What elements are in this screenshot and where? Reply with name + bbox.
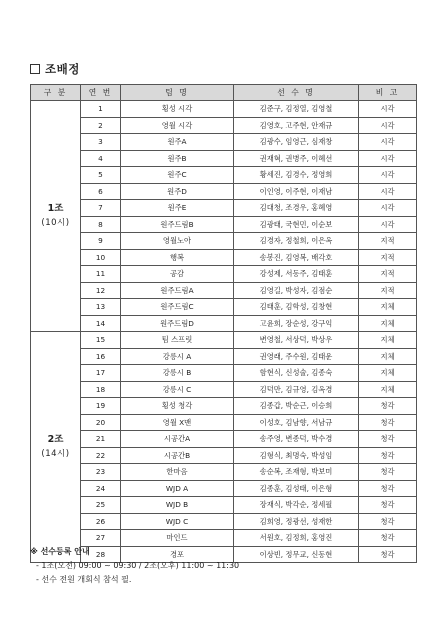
number-cell: 13 [81,299,121,316]
table-row [31,101,417,118]
number-cell: 14 [81,315,121,332]
note-cell: 지체 [359,365,417,382]
note-cell: 청각 [359,546,417,563]
registration-notes [30,545,239,587]
players-cell: 김준구, 김정열, 김영철 [234,101,359,118]
players-cell: 김종갑, 박순근, 이승희 [234,398,359,415]
team-cell: WJD C [121,513,234,530]
group-label: 2조 [47,434,64,445]
group-time: (14시) [41,449,70,459]
team-cell: 공감 [121,266,234,283]
header-note: 비 고 [359,85,417,101]
team-cell: 원주드림B [121,216,234,233]
group-cell [31,101,81,332]
header-number: 연 번 [81,85,121,101]
players-cell: 김경자, 정철희, 이은옥 [234,233,359,250]
number-cell: 16 [81,348,121,365]
players-cell: 함현식, 신성술, 김종숙 [234,365,359,382]
team-cell: 영월 시각 [121,117,234,134]
players-cell: 김태훈, 김학성, 김창현 [234,299,359,316]
note-cell: 지적 [359,266,417,283]
table-row [31,167,417,184]
notes-line: - 1조(오전) 09:00 ~ 09:30 / 2조(오후) 11:00 ~ 11:30 [36,561,240,570]
note-cell: 지적 [359,249,417,266]
team-cell: 시공간B [121,447,234,464]
table-row [31,315,417,332]
players-cell: 황세진, 김경수, 정영희 [234,167,359,184]
number-cell: 18 [81,381,121,398]
players-cell: 김영길, 박성자, 김점순 [234,282,359,299]
team-cell: 마인드 [121,530,234,547]
number-cell: 10 [81,249,121,266]
table-row [31,266,417,283]
number-cell: 1 [81,101,121,118]
checkbox-square-icon [30,64,40,74]
note-cell: 시각 [359,101,417,118]
note-cell: 시각 [359,200,417,217]
header-team: 팀 명 [121,85,234,101]
table-row [31,233,417,250]
table-row [31,299,417,316]
number-cell: 19 [81,398,121,415]
players-cell: 고윤희, 장순성, 강구익 [234,315,359,332]
header-players: 선 수 명 [234,85,359,101]
note-cell: 청각 [359,414,417,431]
players-cell: 송순복, 조재형, 박보미 [234,464,359,481]
notes-heading: ※ 선수등록 안내 [30,547,90,556]
table-row [31,381,417,398]
note-cell: 지체 [359,332,417,349]
players-cell: 김덕만, 김규영, 김옥경 [234,381,359,398]
players-cell: 송주영, 변종덕, 박수경 [234,431,359,448]
note-cell: 지체 [359,381,417,398]
group-time: (10시) [41,218,70,228]
note-cell: 시각 [359,167,417,184]
note-cell: 청각 [359,398,417,415]
table-row [31,464,417,481]
note-cell: 지적 [359,233,417,250]
table-row [31,447,417,464]
players-cell: 김영호, 고주현, 안재규 [234,117,359,134]
note-cell: 시각 [359,117,417,134]
team-cell: WJD A [121,480,234,497]
number-cell: 21 [81,431,121,448]
group-cell [31,332,81,563]
team-cell: 원주드림A [121,282,234,299]
players-cell: 김대청, 조경우, 홍혜영 [234,200,359,217]
table-row [31,117,417,134]
table-row [31,414,417,431]
team-cell: 팀 스프릿 [121,332,234,349]
team-cell: 원주E [121,200,234,217]
team-cell: 횡성 시각 [121,101,234,118]
header-division: 구 분 [31,85,81,101]
players-cell: 권재혁, 권병주, 이혜선 [234,150,359,167]
team-cell: 원주B [121,150,234,167]
table-row [31,513,417,530]
number-cell: 28 [81,546,121,563]
team-cell: WJD B [121,497,234,514]
table-row [31,431,417,448]
title-text: 조배정 [45,62,80,76]
note-cell: 시각 [359,134,417,151]
number-cell: 2 [81,117,121,134]
number-cell: 27 [81,530,121,547]
note-cell: 지체 [359,315,417,332]
note-cell: 시각 [359,183,417,200]
table-row [31,530,417,547]
team-cell: 횡성 청각 [121,398,234,415]
players-cell: 김광수, 임영근, 심재창 [234,134,359,151]
group-assignment-table [30,84,417,563]
number-cell: 7 [81,200,121,217]
players-cell: 송봉진, 김영복, 배각호 [234,249,359,266]
players-cell: 장재식, 박각순, 정세필 [234,497,359,514]
table-row [31,216,417,233]
table-row [31,348,417,365]
table-row [31,497,417,514]
team-cell: 원주A [121,134,234,151]
table-row [31,332,417,349]
team-cell: 강릉시 B [121,365,234,382]
team-cell: 원주드림D [121,315,234,332]
group-label: 1조 [47,203,64,214]
number-cell: 26 [81,513,121,530]
table-row [31,365,417,382]
team-cell: 강릉시 A [121,348,234,365]
players-cell: 김종훈, 김성태, 이은형 [234,480,359,497]
table-row [31,134,417,151]
number-cell: 4 [81,150,121,167]
number-cell: 23 [81,464,121,481]
note-cell: 청각 [359,513,417,530]
team-cell: 경포 [121,546,234,563]
note-cell: 지체 [359,348,417,365]
note-cell: 청각 [359,480,417,497]
table-row [31,150,417,167]
team-cell: 영월 X맨 [121,414,234,431]
table-row [31,398,417,415]
section-title [30,61,80,77]
players-cell: 이성호, 김남향, 서남규 [234,414,359,431]
note-cell: 시각 [359,216,417,233]
team-cell: 행복 [121,249,234,266]
number-cell: 6 [81,183,121,200]
table-row [31,183,417,200]
team-cell: 원주C [121,167,234,184]
players-cell: 권영래, 주수원, 김태운 [234,348,359,365]
notes-line: - 선수 전원 개회식 참석 필. [36,575,132,584]
table-row [31,480,417,497]
note-cell: 청각 [359,447,417,464]
number-cell: 24 [81,480,121,497]
table-row [31,200,417,217]
number-cell: 15 [81,332,121,349]
table-row [31,282,417,299]
team-cell: 원주드림C [121,299,234,316]
players-cell: 변영철, 서상덕, 박상우 [234,332,359,349]
players-cell: 강성제, 서동주, 김태훈 [234,266,359,283]
players-cell: 서원호, 김정희, 홍영진 [234,530,359,547]
number-cell: 12 [81,282,121,299]
number-cell: 9 [81,233,121,250]
number-cell: 5 [81,167,121,184]
number-cell: 25 [81,497,121,514]
note-cell: 지체 [359,299,417,316]
players-cell: 이인영, 이주현, 이재남 [234,183,359,200]
note-cell: 청각 [359,464,417,481]
note-cell: 청각 [359,497,417,514]
number-cell: 8 [81,216,121,233]
table-row [31,249,417,266]
team-cell: 영월노아 [121,233,234,250]
team-cell: 시공간A [121,431,234,448]
number-cell: 22 [81,447,121,464]
table-header-row [31,85,417,101]
note-cell: 청각 [359,431,417,448]
number-cell: 11 [81,266,121,283]
note-cell: 시각 [359,150,417,167]
note-cell: 청각 [359,530,417,547]
players-cell: 김형식, 최명숙, 박성임 [234,447,359,464]
team-cell: 한마음 [121,464,234,481]
note-cell: 지적 [359,282,417,299]
players-cell: 이상빈, 정무교, 신동현 [234,546,359,563]
team-cell: 원주D [121,183,234,200]
number-cell: 3 [81,134,121,151]
players-cell: 김광태, 국현민, 이순보 [234,216,359,233]
number-cell: 20 [81,414,121,431]
players-cell: 김희영, 정광선, 성재한 [234,513,359,530]
number-cell: 17 [81,365,121,382]
team-cell: 강릉시 C [121,381,234,398]
